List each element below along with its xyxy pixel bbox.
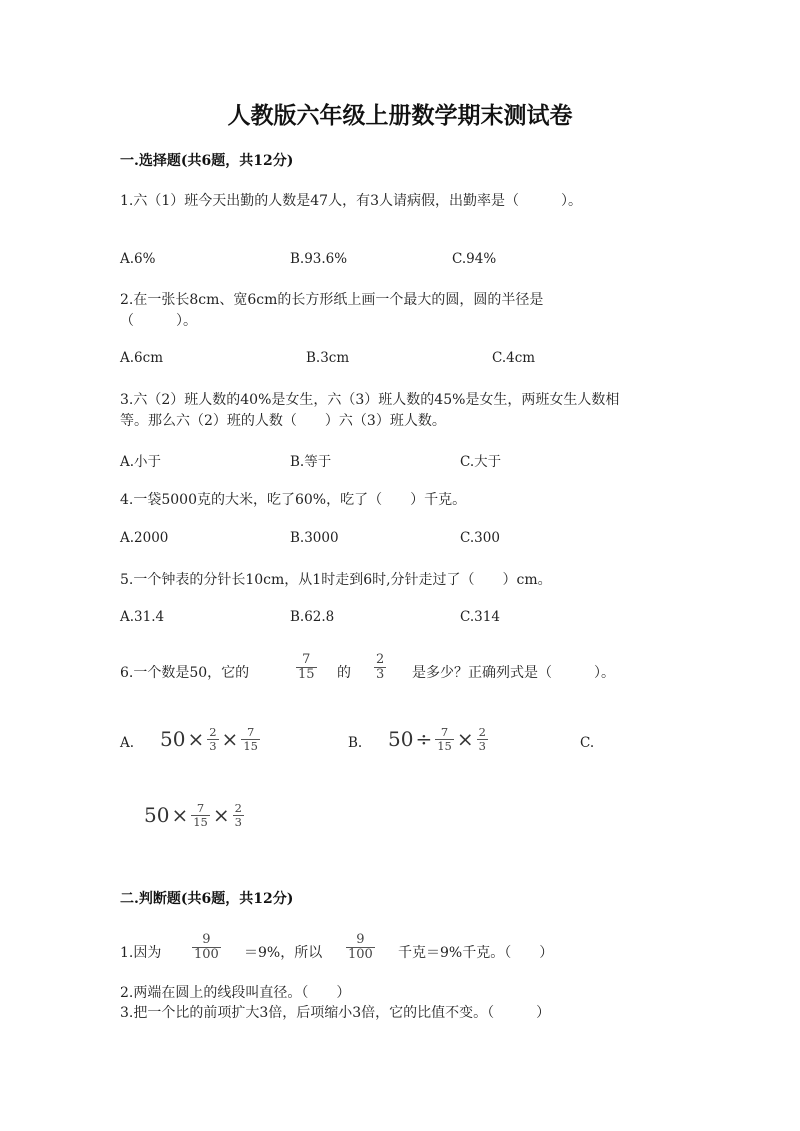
question-6-part3: 是多少？正确列式是（ ）。 (412, 665, 615, 681)
tf-question-2-text: 2.两端在圆上的线段叫直径。（ ） (120, 985, 351, 1001)
fraction-denominator: 100 (194, 947, 219, 963)
question-4-text: 4.一袋5000克的大米，吃了60%，吃了（ ）千克。 (120, 492, 467, 508)
multiply-sign: × (171, 803, 189, 828)
question-2-line2: （ ）。 (120, 313, 197, 329)
fraction-numerator: 7 (302, 652, 311, 667)
question-6-option-c-label: C. (580, 735, 595, 751)
question-6-option-c-expression (144, 802, 245, 828)
fraction-denominator: 3 (209, 738, 217, 753)
fraction-numerator: 7 (246, 725, 255, 739)
question-6-fraction-two-thirds (374, 653, 386, 683)
tf-question-1-part1: 1.因为 (120, 945, 162, 961)
question-3-option-c: C.大于 (460, 454, 502, 470)
fraction-numerator: 2 (209, 725, 217, 739)
question-2-line1: 2.在一张长8cm、宽6cm的长方形纸上画一个最大的圆，圆的半径是 (120, 292, 544, 308)
fraction-denominator: 15 (437, 738, 452, 753)
fraction-numerator: 2 (376, 652, 385, 667)
section-heading-choice: 一.选择题(共6题，共12分) (120, 153, 294, 169)
tf-question-1-part2: ＝9%，所以 (244, 945, 323, 961)
fraction-numerator: 2 (234, 801, 242, 815)
multiply-sign: × (187, 727, 205, 752)
question-5-option-a: A.31.4 (120, 609, 165, 625)
question-2-option-a: A.6cm (120, 350, 163, 366)
fraction-numerator: 7 (196, 801, 205, 815)
question-1-option-b: B.93.6% (290, 251, 348, 267)
question-1-option-a: A.6% (120, 251, 156, 267)
expr-number: 50 (160, 727, 186, 752)
page-title: 人教版六年级上册数学期末测试卷 (227, 102, 573, 129)
question-3-option-b: B.等于 (290, 454, 332, 470)
tf-question-3-text: 3.把一个比的前项扩大3倍，后项缩小3倍，它的比值不变。（ ） (120, 1005, 551, 1021)
fraction-numerator: 7 (440, 725, 449, 739)
expr-number: 50 (144, 803, 170, 828)
question-6-part2: 的 (337, 665, 351, 681)
question-6-option-b-label: B. (348, 735, 363, 751)
question-6-part1: 6.一个数是50，它的 (120, 665, 250, 681)
question-6-fraction-seven-fifteenths (296, 653, 317, 683)
divide-sign: ÷ (415, 727, 433, 752)
fraction-denominator: 15 (243, 738, 258, 753)
multiply-sign: × (221, 727, 239, 752)
question-6-option-a-label: A. (120, 735, 135, 751)
fraction-numerator: 2 (478, 725, 486, 739)
question-3-line2: 等。那么六（2）班的人数（ ）六（3）班人数。 (120, 413, 446, 429)
tf-question-1-fraction-b (346, 933, 375, 963)
question-4-option-c: C.300 (460, 530, 500, 546)
fraction-denominator: 3 (478, 738, 486, 753)
question-6-option-a-expression (160, 726, 261, 752)
question-4-option-a: A.2000 (120, 530, 169, 546)
multiply-sign: × (456, 727, 474, 752)
question-3-option-a: A.小于 (120, 454, 162, 470)
fraction-numerator: 9 (356, 932, 365, 947)
fraction-denominator: 15 (298, 667, 315, 683)
question-4-option-b: B.3000 (290, 530, 339, 546)
question-2-option-b: B.3cm (306, 350, 350, 366)
question-6-option-b-expression (388, 726, 489, 752)
tf-question-1-fraction-a (192, 933, 221, 963)
question-5-option-c: C.314 (460, 609, 500, 625)
question-3-line1: 3.六（2）班人数的40%是女生，六（3）班人数的45%是女生，两班女生人数相 (120, 392, 620, 408)
fraction-denominator: 15 (193, 814, 208, 829)
question-2-option-c: C.4cm (492, 350, 536, 366)
fraction-denominator: 100 (348, 947, 373, 963)
question-1-option-c: C.94% (452, 251, 497, 267)
question-5-text: 5.一个钟表的分针长10cm，从1时走到6时,分针走过了（ ）cm。 (120, 572, 552, 588)
fraction-numerator: 9 (202, 932, 211, 947)
fraction-denominator: 3 (376, 667, 385, 683)
question-1-text: 1.六（1）班今天出勤的人数是47人，有3人请病假，出勤率是（ ）。 (120, 193, 582, 209)
fraction-denominator: 3 (234, 814, 242, 829)
multiply-sign: × (212, 803, 230, 828)
expr-number: 50 (388, 727, 414, 752)
tf-question-1-part3: 千克＝9%千克。（ ） (398, 945, 554, 961)
section-heading-true-false: 二.判断题(共6题，共12分) (120, 891, 294, 907)
question-5-option-b: B.62.8 (290, 609, 335, 625)
